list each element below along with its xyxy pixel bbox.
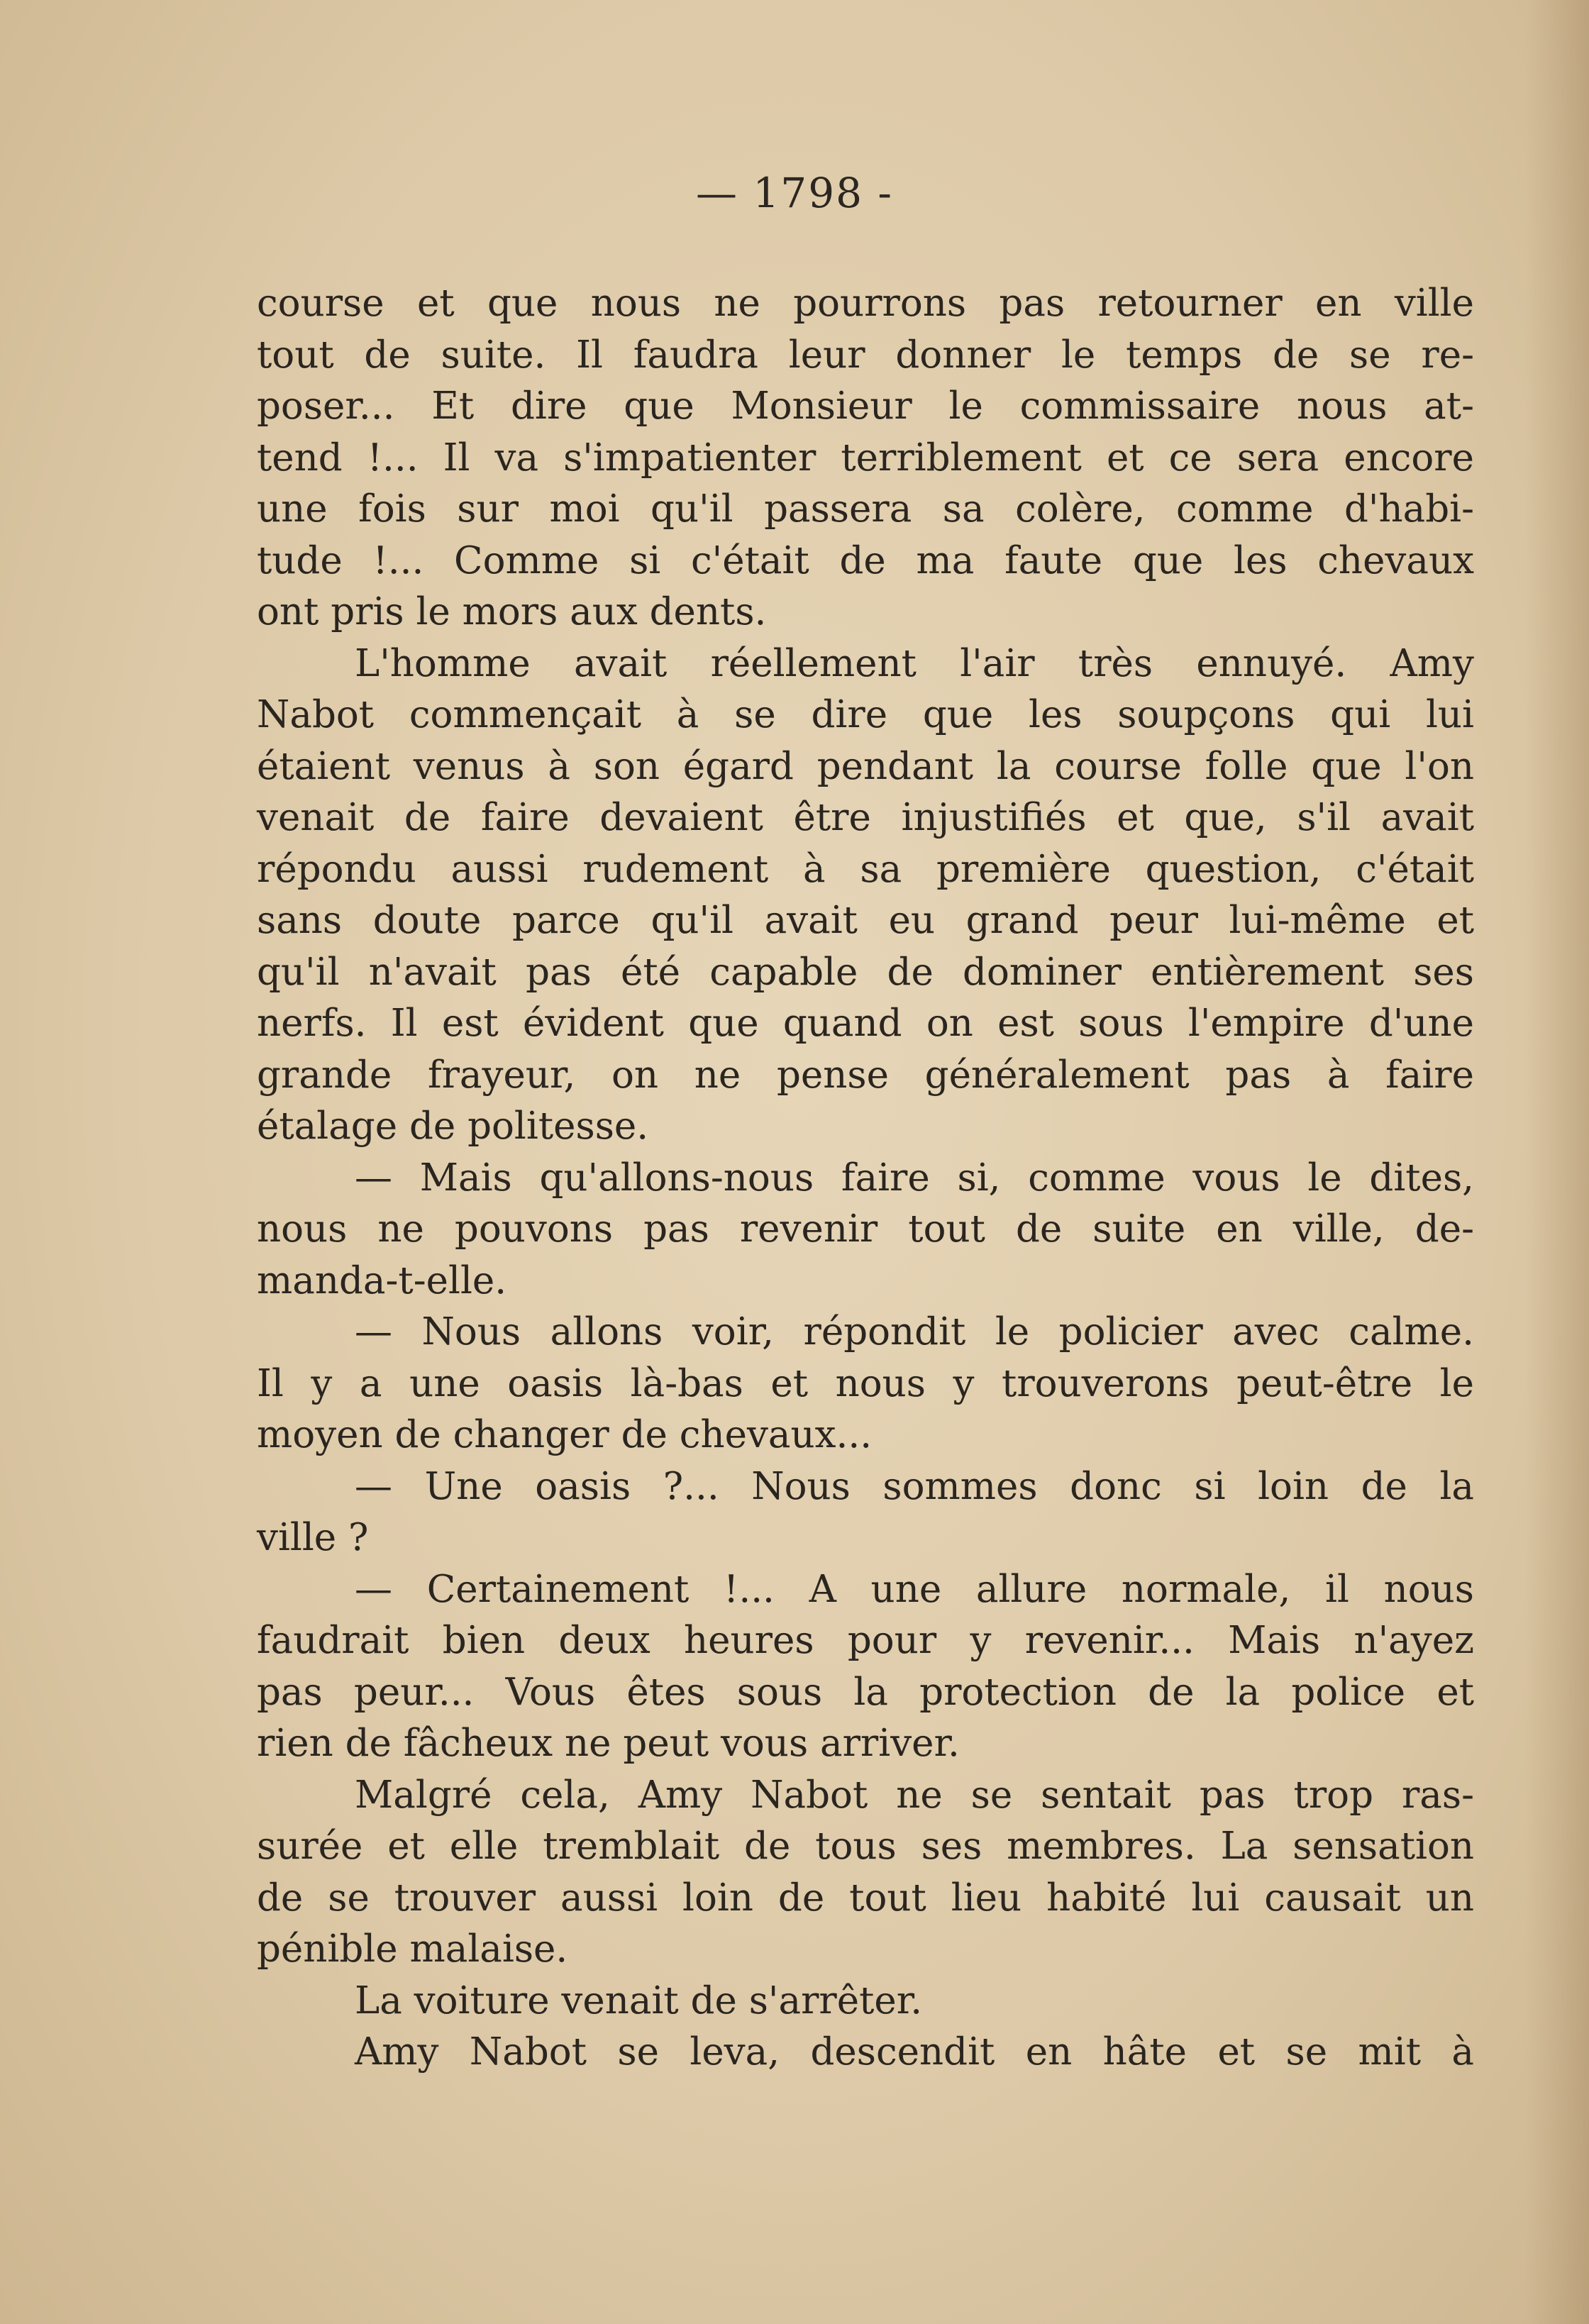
text-line: Il y a une oasis là-bas et nous y trouverons peut-être le: [257, 1361, 1474, 1405]
text-line: qu'il n'avait pas été capable de dominer entièrement ses: [257, 950, 1474, 994]
text-line: pas peur... Vous êtes sous la protection de la police et: [257, 1670, 1474, 1714]
text-line: étaient venus à son égard pendant la course folle que l'on: [257, 744, 1474, 788]
text-line: nerfs. Il est évident que quand on est sous l'empire d'une: [257, 1002, 1474, 1045]
text-line: L'homme avait réellement l'air très ennuyé. Amy: [355, 641, 1474, 685]
text-line: La voiture venait de s'arrêter.: [355, 1979, 923, 2023]
text-line: nous ne pouvons pas revenir tout de suite en ville, de-: [257, 1207, 1474, 1251]
text-line: surée et elle tremblait de tous ses membres. La sensation: [257, 1825, 1474, 1868]
text-line: une fois sur moi qu'il passera sa colère, comme d'habi-: [257, 487, 1474, 531]
text-line: — Mais qu'allons-nous faire si, comme vous le dites,: [355, 1156, 1474, 1200]
text-line: tude !... Comme si c'était de ma faute que les chevaux: [257, 538, 1474, 582]
text-line: tend !... Il va s'impatienter terriblement et ce sera encore: [257, 436, 1474, 480]
text-line: — Nous allons voir, répondit le policier avec calme.: [355, 1310, 1474, 1354]
text-line: de se trouver aussi loin de tout lieu habité lui causait un: [257, 1876, 1474, 1920]
text-line: rien de fâcheux ne peut vous arriver.: [257, 1722, 960, 1765]
text-line: ont pris le mors aux dents.: [257, 590, 767, 633]
text-line: ville ?: [257, 1516, 369, 1559]
text-line: venait de faire devaient être injustifiés et que, s'il avait: [257, 796, 1474, 839]
text-line: Amy Nabot se leva, descendit en hâte et se mit à: [355, 2030, 1474, 2074]
text-line: poser... Et dire que Monsieur le commissaire nous at-: [257, 384, 1474, 428]
text-line: moyen de changer de chevaux...: [257, 1413, 873, 1456]
text-line: course et que nous ne pourrons pas retourner en ville: [257, 282, 1474, 325]
page-number: — 1798 -: [695, 169, 894, 217]
text-line: — Une oasis ?... Nous sommes donc si loin de la: [355, 1464, 1474, 1508]
text-line: étalage de politesse.: [257, 1105, 649, 1148]
text-line: manda-t-elle.: [257, 1258, 507, 1302]
text-line: grande frayeur, on ne pense généralement pas à faire: [257, 1053, 1474, 1097]
text-line: Malgré cela, Amy Nabot ne se sentait pas trop ras-: [355, 1773, 1474, 1817]
text-line: répondu aussi rudement à sa première question, c'était: [257, 847, 1474, 891]
page-edge-shading: [1525, 0, 1589, 2324]
text-line: sans doute parce qu'il avait eu grand peur lui-même et: [257, 899, 1474, 942]
text-line: pénible malaise.: [257, 1927, 568, 1971]
text-line: faudrait bien deux heures pour y revenir... Mais n'ayez: [257, 1619, 1474, 1662]
text-line: Nabot commençait à se dire que les soupçons qui lui: [257, 693, 1474, 736]
body-text: [257, 278, 1474, 2079]
text-line: tout de suite. Il faudra leur donner le temps de se re-: [257, 333, 1474, 377]
text-line: — Certainement !... A une allure normale, il nous: [355, 1567, 1474, 1611]
